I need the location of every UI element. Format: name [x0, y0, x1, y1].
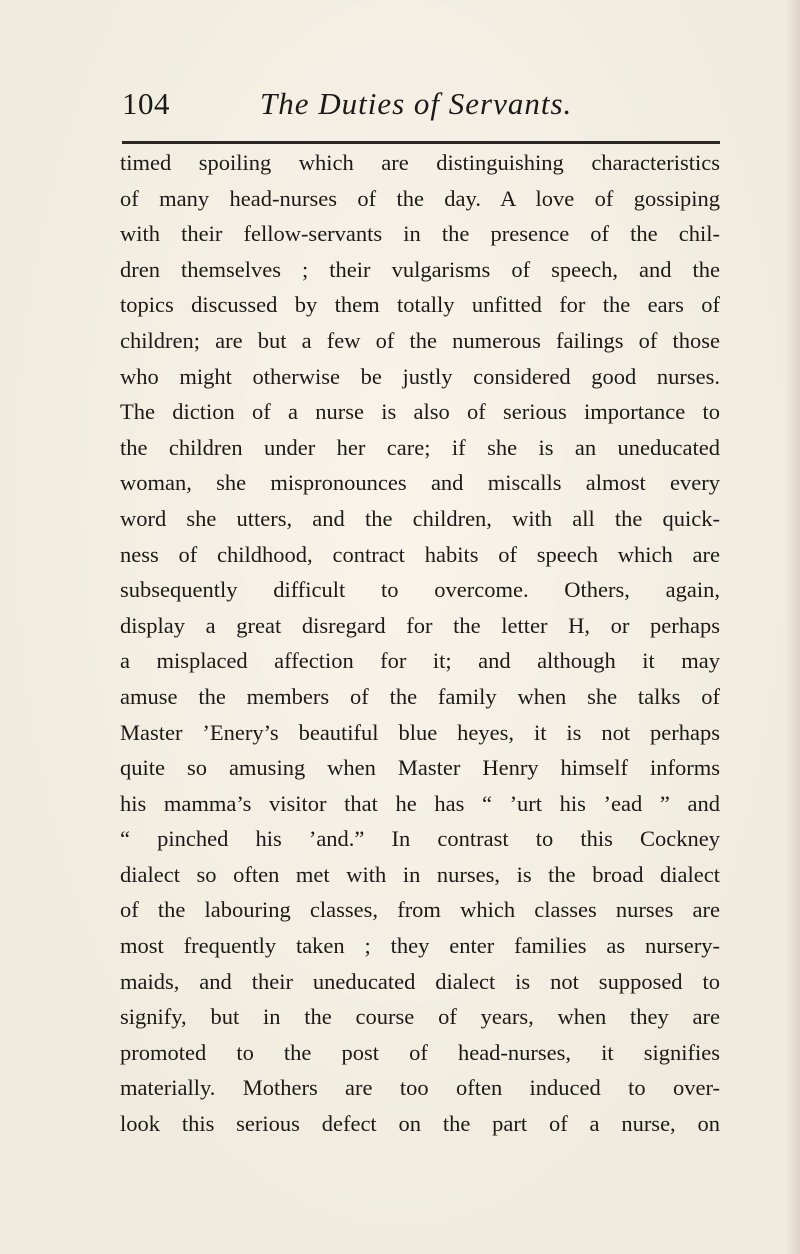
text-line: ness of childhood, contract habits of speech which are: [120, 541, 720, 567]
page-header: [122, 84, 722, 124]
running-title: The Duties of Servants.: [260, 86, 573, 121]
header-rule: [122, 141, 720, 144]
text-line: “ pinched his ’and.” In contrast to this Cockney: [120, 826, 720, 852]
text-line: his mamma’s visitor that he has “ ’urt his ’ead ” and: [120, 790, 720, 816]
text-line: the children under her care; if she is an uneducated: [120, 434, 720, 460]
text-line: quite so amusing when Master Henry himself informs: [120, 755, 720, 781]
page-edge-shadow: [786, 0, 800, 1254]
page-number: 104: [122, 86, 170, 121]
body-text: [120, 145, 720, 1142]
text-line: amuse the members of the family when she talks of: [120, 683, 720, 709]
text-line: Master ’Enery’s beautiful blue heyes, it is not perhaps: [120, 719, 720, 745]
text-line: who might otherwise be justly considered good nurses.: [120, 363, 720, 389]
text-line: dialect so often met with in nurses, is the broad dialect: [120, 861, 720, 887]
text-line: woman, she mispronounces and miscalls almost every: [120, 470, 720, 496]
text-line: with their fellow-servants in the presence of the chil-: [120, 221, 720, 247]
text-line: display a great disregard for the letter H, or perhaps: [120, 612, 720, 638]
text-line: subsequently difficult to overcome. Others, again,: [120, 577, 720, 603]
text-line: word she utters, and the children, with all the quick-: [120, 505, 720, 531]
text-line: dren themselves ; their vulgarisms of speech, and the: [120, 256, 720, 282]
text-line: children; are but a few of the numerous failings of those: [120, 327, 720, 353]
text-line: materially. Mothers are too often induced to over-: [120, 1075, 720, 1101]
text-line: most frequently taken ; they enter families as nursery-: [120, 933, 720, 959]
text-line: promoted to the post of head-nurses, it signifies: [120, 1039, 720, 1065]
text-line: a misplaced affection for it; and although it may: [120, 648, 720, 674]
text-line: timed spoiling which are distinguishing characteristics: [120, 150, 720, 175]
text-line: maids, and their uneducated dialect is not supposed to: [120, 968, 720, 994]
text-line: The diction of a nurse is also of serious importance to: [120, 399, 720, 425]
text-line: look this serious defect on the part of a nurse, on: [120, 1111, 720, 1137]
text-line: of many head-nurses of the day. A love of gossiping: [120, 185, 720, 211]
text-line: signify, but in the course of years, when they are: [120, 1004, 720, 1030]
text-line: topics discussed by them totally unfitted for the ears of: [120, 292, 720, 318]
text-line: of the labouring classes, from which classes nurses are: [120, 897, 720, 923]
